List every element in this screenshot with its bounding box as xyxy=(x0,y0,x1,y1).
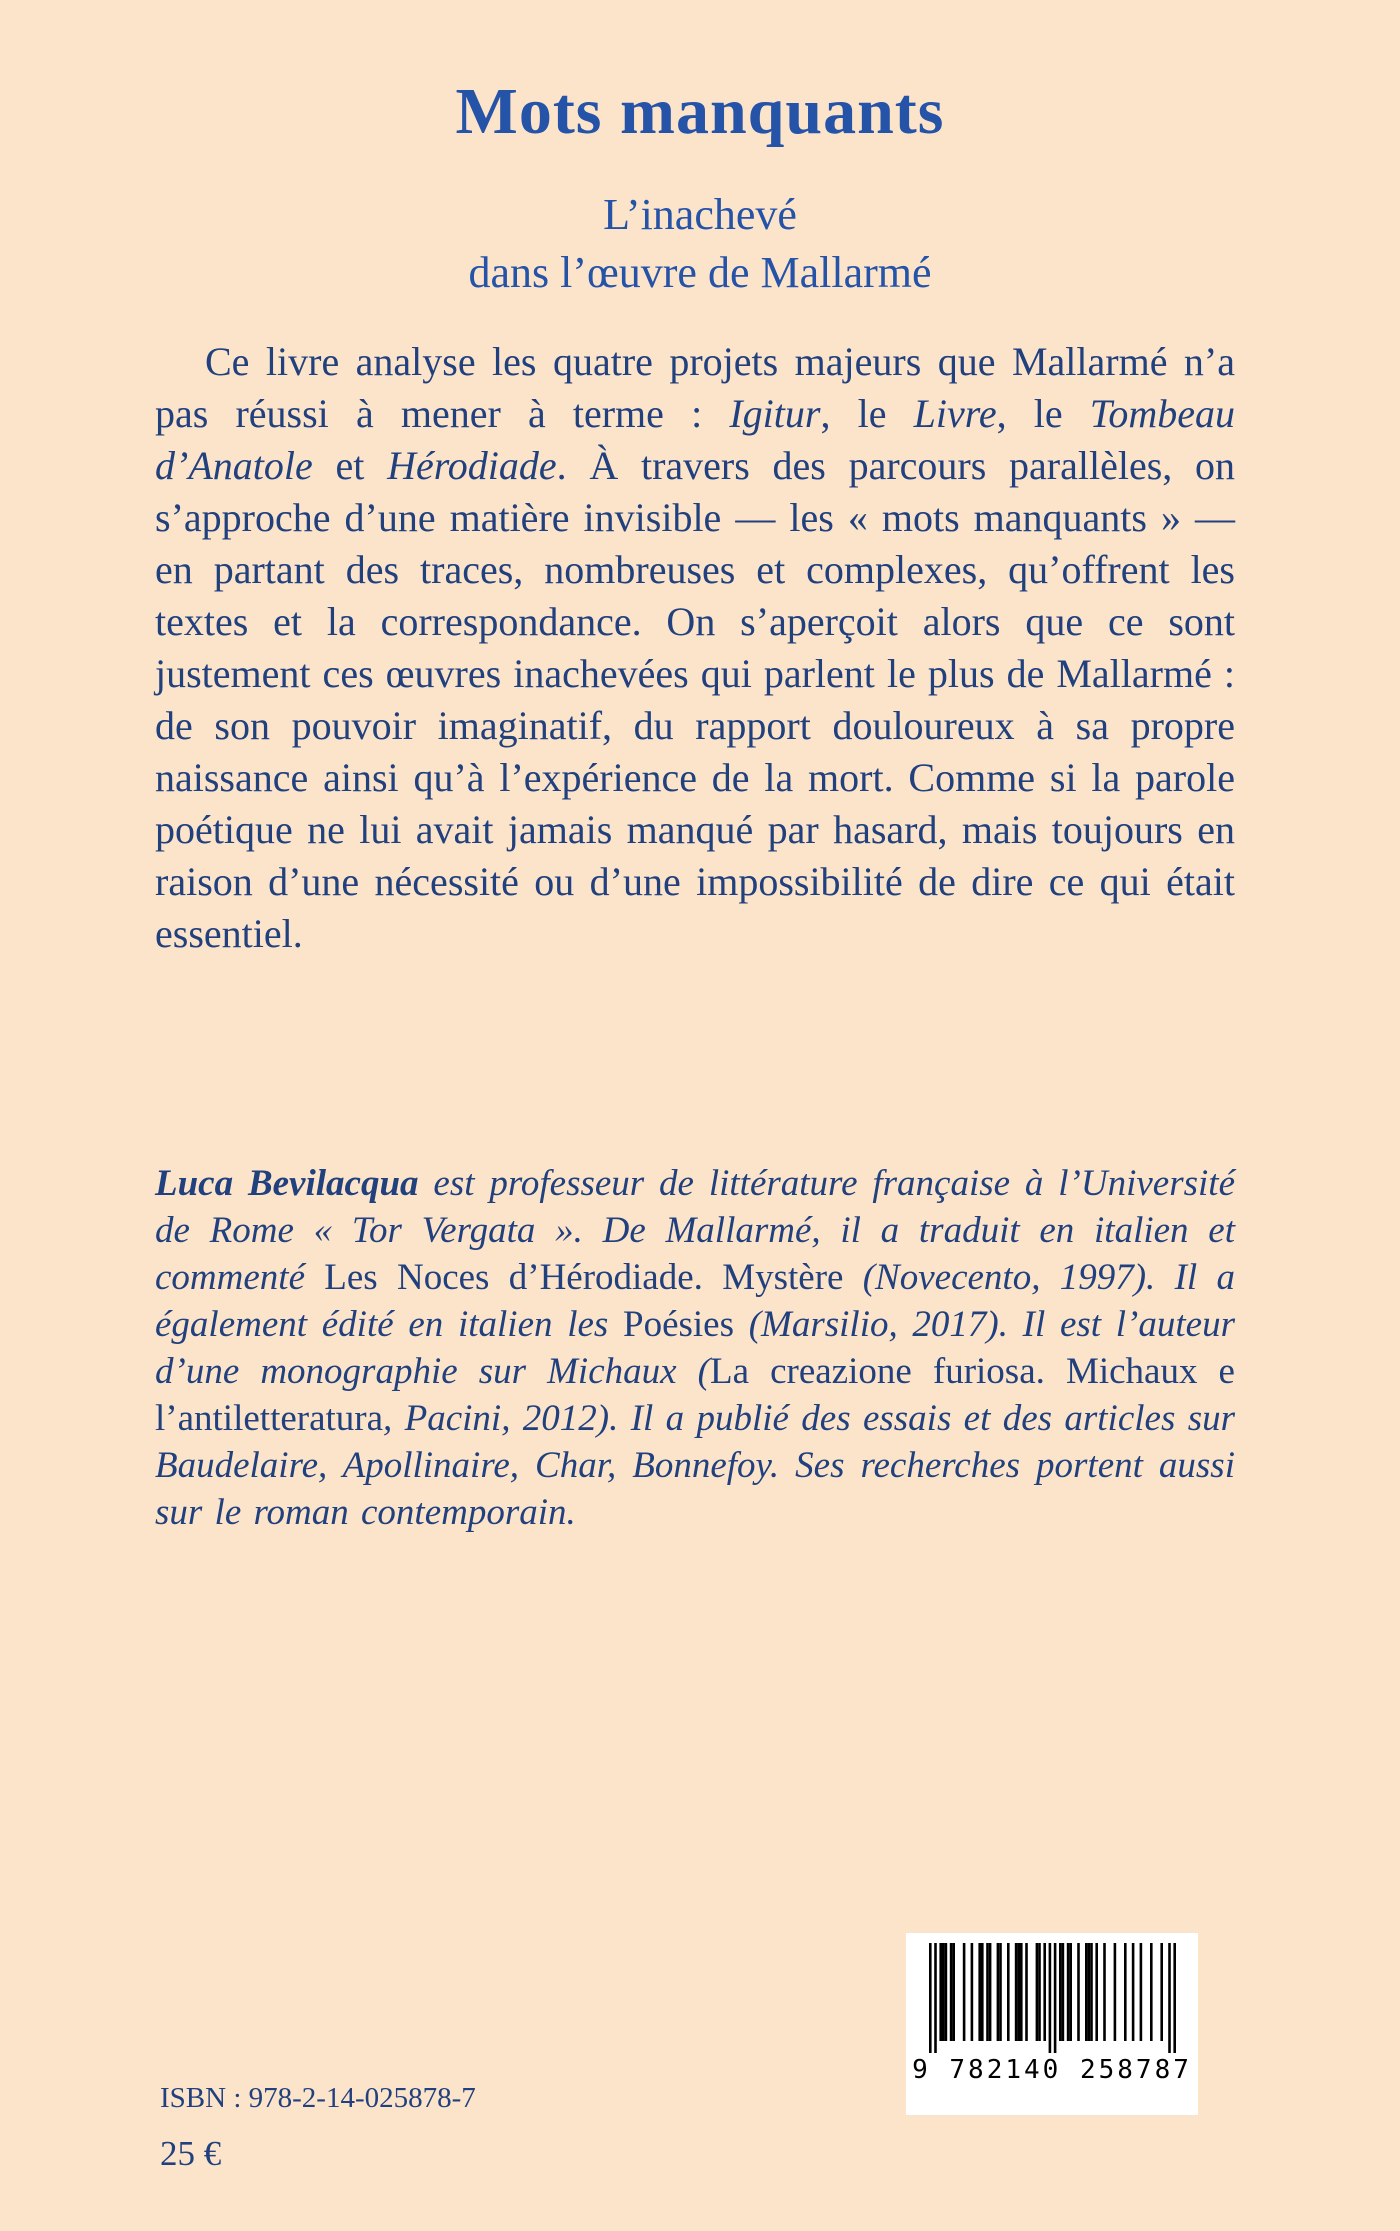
text-segment: . À travers des parcours parallèles, on s’approche d’une matière invisible — les « mots manquants » — en partant des traces, nombreuses et complexes, qu’offrent les textes et la correspondance. On s’aperçoit alors que ce sont justement ces œuvres inachevées qui parlent le plus de Mallarmé : de son pouvoir imaginatif, du rapport douloureux à sa propre naissance ainsi qu’à l’expérience de la mort. Comme si la parole poétique ne lui avait jamais manqué par hasard, mais toujours en raison d’une nécessité ou d’une impossibilité de dire ce qui était essentiel. xyxy=(155,443,1235,956)
barcode xyxy=(906,1933,1198,2115)
book-subtitle-line2: dans l’œuvre de Mallarmé xyxy=(468,248,932,297)
price-label: 25 € xyxy=(160,2134,222,2173)
isbn-label: ISBN : 978-2-14-025878-7 xyxy=(160,2082,476,2114)
text-segment: Livre xyxy=(913,391,997,436)
text-segment: Luca Bevilacqua xyxy=(155,1163,419,1204)
text-segment: , le xyxy=(820,391,914,436)
text-segment: , Pacini, 2012). Il a publié des essais et des articles sur Baudelaire, Apollinaire, Char, Bonnefoy. Ses recherches portent aussi sur le roman contemporain. xyxy=(155,1398,1235,1533)
author-bio xyxy=(155,1160,1235,1536)
text-segment: La creazione furiosa. Michaux e l’antiletteratura xyxy=(155,1351,1235,1439)
text-segment: (Novecento, 1997). Il a également édité en italien les xyxy=(155,1257,1235,1345)
text-segment: Igitur xyxy=(729,391,821,436)
barcode-bars-image xyxy=(929,1943,1176,2053)
text-segment: Poésies xyxy=(623,1304,734,1345)
text-segment: , le xyxy=(996,391,1090,436)
text-segment: est professeur de littérature française à l’Université de Rome « Tor Vergata ». De Mallarmé, il a traduit en italien et commenté xyxy=(155,1163,1236,1298)
book-description xyxy=(155,336,1235,960)
book-title: Mots manquants xyxy=(455,75,945,148)
text-segment: et xyxy=(312,443,388,488)
book-subtitle xyxy=(0,186,1400,302)
text-segment: Tombeau d’Anatole xyxy=(155,391,1236,488)
text-segment: Ce livre analyse les quatre projets majeurs que Mallarmé n’a pas réussi à mener à terme : xyxy=(155,339,1235,436)
book-subtitle-line1: L’inachevé xyxy=(603,190,797,239)
text-segment: (Marsilio, 2017). Il est l’auteur d’une monographie sur Michaux ( xyxy=(155,1304,1235,1392)
text-segment: Les Noces d’Hérodiade. Mystère xyxy=(324,1257,844,1298)
text-segment: Hérodiade xyxy=(387,443,557,488)
barcode-number: 9 782140 258787 xyxy=(912,2055,1192,2085)
